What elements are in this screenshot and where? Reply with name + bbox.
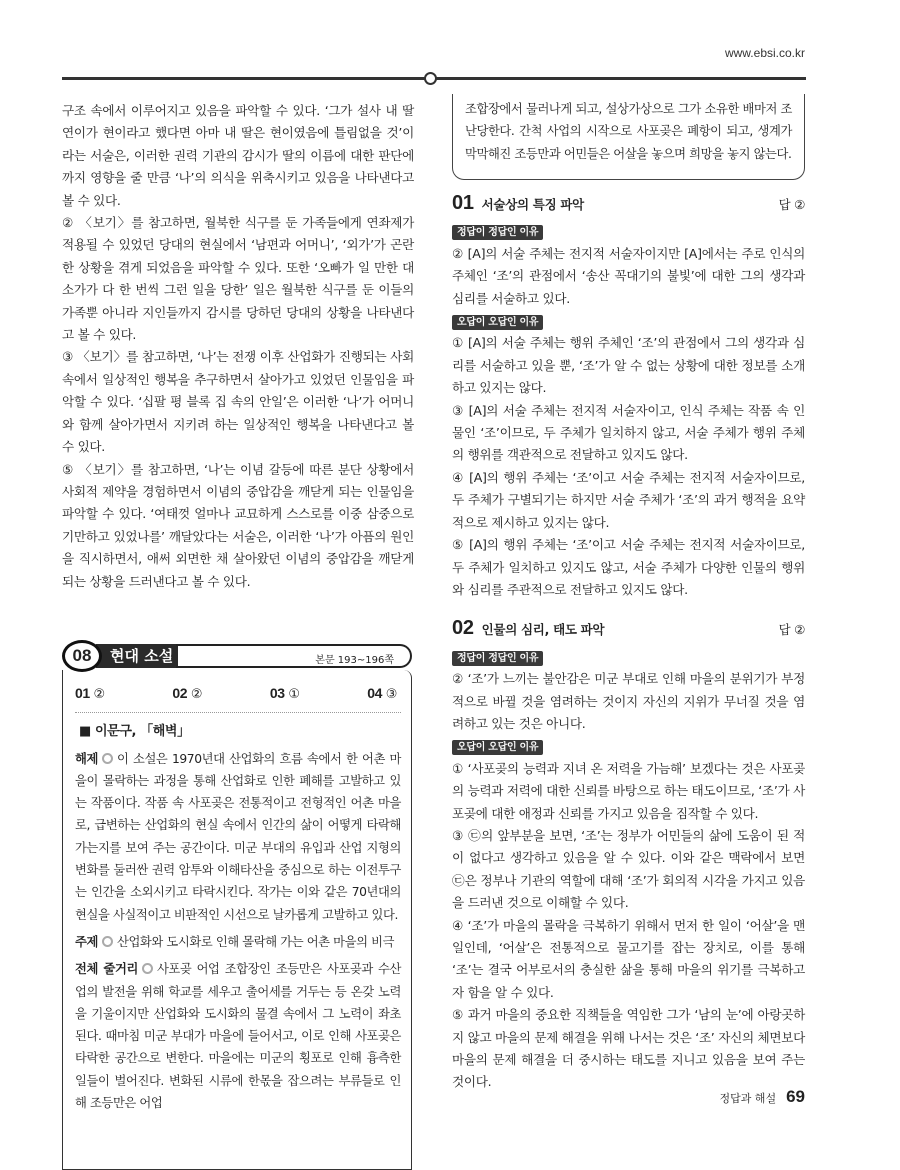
wrong-explanation: ③ ㉢의 앞부분을 보면, ‘조’는 정부가 어민들의 삶에 도움이 된 적이 없다고 생각하고 있음을 알 수 있다. 이와 같은 맥락에서 보면 ㉢은 정부나 기관의 역할에 대해 ‘조’가 회의적 시각을 가지고 있음을 드러낸 것으로 이해할 수 있다.: [452, 827, 805, 911]
wrong-label: 오답이 오답인 이유: [452, 740, 543, 755]
correct-explanation: ② [A]의 서술 주체는 전지적 서술자이지만 [A]에서는 주로 인식의 주체인 ‘조’의 관점에서 ‘송산 꼭대기의 불빛’에 대한 그의 생각과 심리를 서술하고 있다.: [452, 245, 805, 306]
haeje: 해제 이 소설은 1970년대 산업화의 흐름 속에서 한 어촌 마을이 몰락하는 과정을 통해 산업화로 인한 폐해를 고발하고 있는 작품이다. 작품 속 사포곶은 전통적이고 전형적인 어촌 마을로, 급변하는 산업화의 현실 속에서 인간의 삶이 어떻게 타락해 가는지를 보여 주는 공간이다. 미군 부대의 유입과 산업 지형의 변화를 둘러싼 권력 암투와 이해타산을 중심으로 하는 이전투구는 인간을 소외시키고 타락시킨다. 작가는 이와 같은 70년대의 현실을 사실적이고 비판적인 시선으로 날카롭게 고발하고 있다.: [75, 751, 401, 922]
wrong-explanation: ⑤ 과거 마을의 중요한 직책들을 역임한 그가 ‘남의 눈’에 아랑곳하지 않고 마을의 문제 해결을 위해 나서는 것은 ‘조’ 자신의 체면보다 마을의 문제 해결을 더 중시하는 태도를 지니고 있음을 보여 주는 것이다.: [452, 1007, 805, 1090]
question-header: 01 서술상의 특징 파악 답 ②: [452, 192, 805, 214]
question-header: 02 인물의 심리, 태도 파악 답 ②: [452, 617, 805, 640]
left-column-text: [62, 100, 414, 593]
wrong-explanation: ⑤ [A]의 행위 주체는 ‘조’이고 서술 주체는 전지적 서술자이므로, 두 주체가 일치하고 있지도 않고, 서술 주체가 다양한 인물의 행위와 심리를 주관적으로 전달하고 있지도 않다.: [452, 537, 805, 597]
work-title: ■ 이문구, 「해벽」: [79, 724, 190, 740]
paragraph: ③ 〈보기〉를 참고하면, ‘나’는 전쟁 이후 산업화가 진행되는 사회 속에서 일상적인 행복을 추구하면서 살아가고 있었던 인물임을 파악할 수 있다. ‘십팔 평 블록 집 속의 안일’은 이러한 ‘나’가 어머니와 함께 살아가면서 지키려 하는 일상적인 행복을 나타낸다고 볼 수 있다.: [62, 349, 414, 455]
wrong-explanation: ① ‘사포곶의 능력과 지녀 온 저력을 가늠해’ 보겠다는 것은 사포곶의 능력과 저력에 대한 신뢰를 바탕으로 하는 태도이므로, ‘조’가 사포곶에 대한 애정과 신뢰를 가지고 있음을 짐작할 수 있다.: [452, 760, 805, 821]
header-rule-dot: [424, 72, 437, 85]
wrong-explanation: ① [A]의 서술 주체는 행위 주체인 ‘조’의 관점에서 그의 생각과 심리를 서술하고 있을 뿐, ‘조’가 알 수 없는 상황에 대한 정보를 소개하고 있지는 않다.: [452, 335, 805, 396]
correct-label: 정답이 정답인 이유: [452, 225, 543, 240]
juje: 주제 산업화와 도시화로 인해 몰락해 가는 어촌 마을의 비극: [75, 934, 395, 949]
answer-item: 04 ③: [367, 685, 397, 702]
answer-item: 03 ①: [269, 685, 300, 702]
page-number: 69: [786, 1087, 805, 1106]
bullet-icon: [142, 963, 153, 974]
wrong-explanation: ④ [A]의 행위 주체는 ‘조’이고 서술 주체는 전지적 서술자이므로, 두 주체가 구별되기는 하지만 서술 주체가 ‘조’의 과거 행적을 요약적으로 제시하고 있지는 않다.: [452, 469, 805, 530]
section-title: 현대 소설: [96, 644, 178, 668]
answer-item: 02 ②: [172, 685, 203, 702]
footer-label: 정답과 해설: [719, 1092, 777, 1105]
section-header: [62, 640, 412, 670]
correct-explanation: ② ‘조’가 느끼는 불안감은 미군 부대로 인해 마을의 분위기가 부정적으로 바뀔 것을 염려하는 것이지 자신의 지위가 무너질 것을 염려하고 있는 것은 아니다.: [452, 671, 805, 731]
answer-row: [75, 676, 401, 713]
paragraph: 구조 속에서 이루어지고 있음을 파악할 수 있다. ‘그가 설사 내 딸 연이가 현이라고 했다면 아마 내 딸은 현이였음에 틀림없을 것’이라는 서술은, 이러한 권력 기관의 감시가 딸의 이름에 대한 판단에까지 영향을 줄 만큼 ‘나’의 의식을 위축시키고 있음을 나타낸다고 볼 수 있다.: [62, 103, 414, 208]
section-box: [62, 670, 412, 1170]
paragraph: ⑤ 〈보기〉를 참고하면, ‘나’는 이념 갈등에 따른 분단 상황에서 사회적 제약을 경험하면서 이념의 중압감을 깨닫게 되는 인물임을 파악할 수 있다. ‘여태껏 얼마나 교묘하게 스스로를 이중 삼중으로 기만하고 있었나를’ 깨달았다는 서술은, 이러한 ‘나’가 아픔의 원인을 직시하면서, 애써 외면한 채 살아왔던 이념의 중압감을 깨닫게 되는 상황을 드러낸다고 볼 수 있다.: [62, 461, 414, 589]
answer-item: 01 ②: [75, 685, 105, 702]
summary: 전체 줄거리 사포곶 어업 조합장인 조등만은 사포곶과 수산업의 발전을 위해 학교를 세우고 출어세를 거두는 등 온갖 노력을 기울이지만 산업화와 도시화의 물결 속에서 그 노력이 좌초된다. 때마침 미군 부대가 마을에 들어서고, 이로 인해 사포곶은 타락한 공간으로 변한다. 마을에는 미군의 횡포로 인해 흉측한 일들이 벌어진다. 변화된 시류에 한몫을 잡으려는 부류들로 인해 조등만은 어업: [75, 962, 401, 1111]
bullet-icon: [102, 936, 113, 947]
paragraph: ② 〈보기〉를 참고하면, 월북한 식구를 둔 가족들에게 연좌제가 적용될 수 있었던 당대의 현실에서 ‘남편과 어머니’, ‘외가’가 곤란한 상황을 겪게 되었음을 파악할 수 있다. 또한 ‘오빠가 일 만한 대소가가 다 한 번씩 그런 일을 당한’ 일은 월북한 식구를 둔 이들의 가족뿐 아니라 지인들까지 감시를 당하던 당대의 상황을 나타낸다고 볼 수 있다.: [62, 215, 414, 343]
bullet-icon: [102, 753, 113, 764]
wrong-label: 오답이 오답인 이유: [452, 315, 543, 330]
section-bar: [176, 644, 412, 668]
wrong-explanation: ③ [A]의 서술 주체는 전지적 서술자이고, 인식 주체는 작품 속 인물인 ‘조’이므로, 두 주체가 일치하지 않고, 서술 주체가 행위 주체의 행위를 객관적으로 전달하고 있지도 않다.: [452, 402, 805, 463]
summary-continued: 조합장에서 물러나게 되고, 설상가상으로 그가 소유한 배마저 조난당한다. 간척 사업의 시작으로 사포곶은 폐항이 되고, 생계가 막막해진 조등만과 어민들은 어살을 놓으며 희망을 놓지 않는다.: [452, 94, 805, 180]
correct-label: 정답이 정답인 이유: [452, 651, 543, 666]
section-pages: 본문 193~196쪽: [315, 655, 394, 666]
page-footer: [719, 1087, 805, 1107]
section-number: 08: [62, 640, 102, 672]
site-url: www.ebsi.co.kr: [724, 46, 805, 60]
wrong-explanation: ④ ‘조’가 마을의 몰락을 극복하기 위해서 먼저 한 일이 ‘어살’을 맨 일인데, ‘어살’은 전통적으로 물고기를 잡는 장치로, 이를 통해 ‘조’는 결국 어부로서의 충실한 삶을 통해 마을의 위기를 극복하고자 함을 알 수 있다.: [452, 917, 805, 1000]
right-column-text: [452, 184, 805, 1094]
